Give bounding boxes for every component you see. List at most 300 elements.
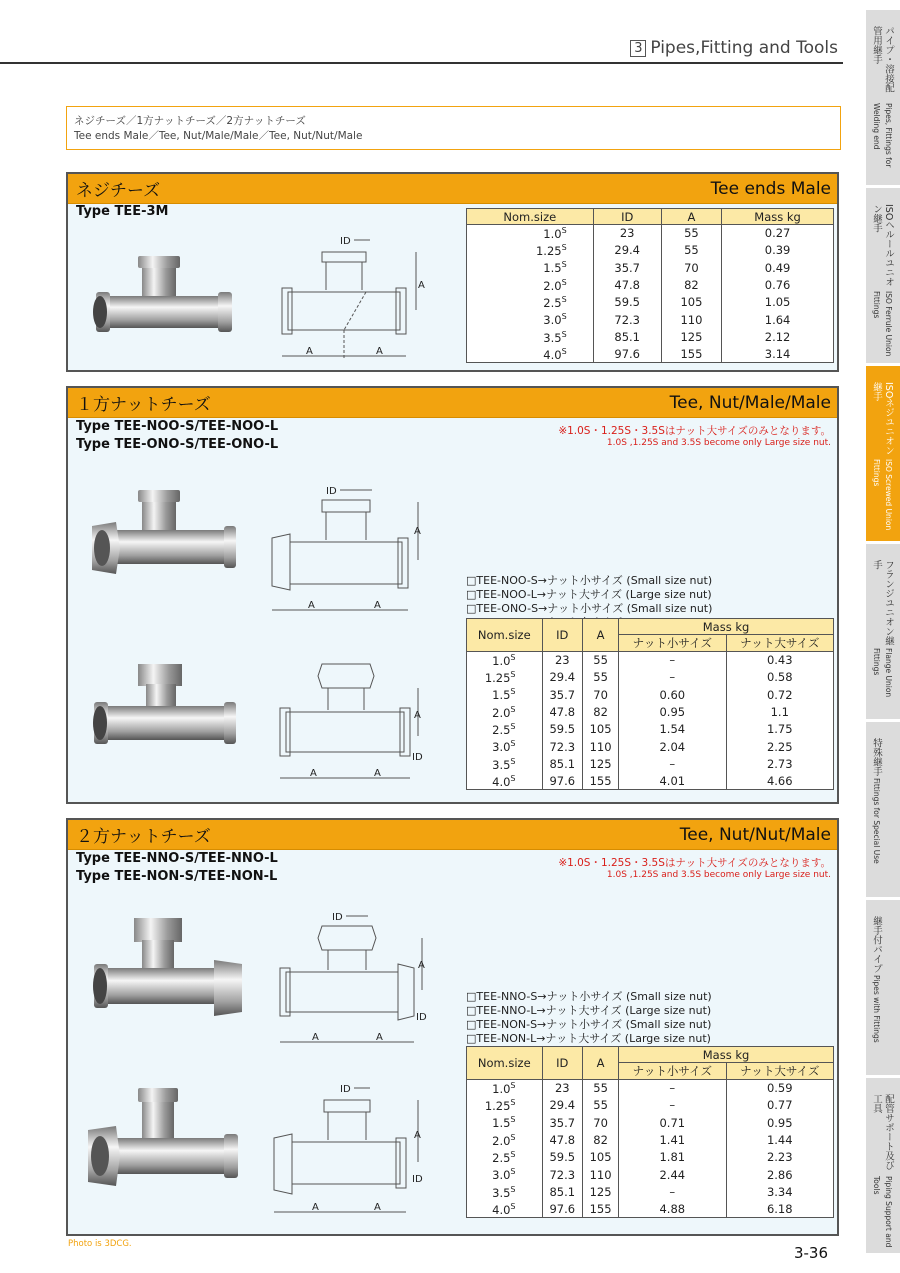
table-cell: 55 (583, 1097, 619, 1114)
cell-nom-size (467, 652, 543, 669)
table-row (467, 652, 834, 669)
table-cell: 1.1 (726, 703, 833, 720)
category-tab-en: Piping Support and Tools (872, 1175, 893, 1247)
table-cell: 35.7 (593, 259, 661, 276)
chapter-title-text: Pipes,Fitting and Tools (650, 38, 838, 58)
cell-nom-size (467, 1183, 543, 1200)
table-cell: 29.4 (542, 669, 583, 686)
type-label: Type TEE-NNO-S/TEE-NNO-L (76, 851, 278, 866)
dimension-drawing-tee-non (268, 1078, 428, 1228)
table-cell: 2.12 (722, 328, 834, 345)
cell-nom-size (467, 738, 543, 755)
nom-size-value: 1.5 (492, 688, 511, 703)
nom-size-suffix: S (510, 704, 516, 714)
col-id: ID (542, 619, 583, 652)
table-row (467, 686, 834, 703)
table-cell: – (619, 755, 726, 772)
table-cell: 1.05 (722, 294, 834, 311)
chapter-number: 3 (630, 40, 646, 57)
table-cell: 55 (583, 652, 619, 669)
section-tee-nut-male-male (66, 386, 839, 804)
section-title-en: Tee, Nut/Nut/Male (679, 824, 831, 845)
table-cell: 4.66 (726, 773, 833, 790)
footnote: Photo is 3DCG. (68, 1239, 132, 1249)
table-cell: 85.1 (542, 755, 583, 772)
nom-size-suffix: S (510, 1098, 516, 1108)
table-row (467, 669, 834, 686)
note-jp: ※1.0S・1.25S・3.5Sはナット大サイズのみとなります。 (558, 857, 831, 869)
product-photo-tee-non (86, 1082, 242, 1202)
table-cell: 2.73 (726, 755, 833, 772)
table-cell: 97.6 (593, 346, 661, 363)
type-label: Type TEE-NOO-S/TEE-NOO-L (76, 419, 279, 434)
page-number: 3-36 (793, 1244, 828, 1262)
table-row (467, 1131, 834, 1148)
cell-nom-size (467, 1097, 543, 1114)
cell-nom-size (467, 242, 594, 259)
category-tab-en: ISO Screwed Union Fittings (872, 459, 893, 531)
nom-size-value: 3.0 (492, 1168, 511, 1183)
breadcrumb-jp: ネジチーズ／1方ナットチーズ／2方ナットチーズ (74, 115, 306, 127)
dim-label-a-right: A (376, 346, 383, 357)
table-cell: – (619, 1097, 726, 1114)
table-cell: 29.4 (542, 1097, 583, 1114)
header-rule (0, 62, 843, 64)
table-row (467, 1080, 834, 1097)
table-cell: 23 (542, 652, 583, 669)
dim-label-id: ID (340, 1084, 351, 1095)
dim-label-a-left: A (312, 1202, 319, 1213)
col-nom-size: Nom.size (467, 209, 594, 225)
legend-item: □TEE-NNO-S→ナット小サイズ (Small size nut) (466, 990, 712, 1003)
dim-label-id: ID (412, 752, 423, 763)
category-tab-en: ISO Ferrule Union Fittings (872, 290, 893, 357)
dim-label-a: A (418, 960, 425, 971)
table-row (467, 294, 834, 311)
nom-size-suffix: S (510, 1167, 516, 1177)
table-cell: 4.01 (619, 773, 726, 790)
table-cell: 0.39 (722, 242, 834, 259)
dim-label-id-right: ID (412, 1174, 423, 1185)
product-photo-tee-3m (90, 250, 240, 342)
nom-size-suffix: S (510, 721, 516, 731)
cell-nom-size (467, 773, 543, 790)
category-tab[interactable] (866, 366, 900, 544)
section-title-jp: ネジチーズ (76, 181, 161, 201)
table-cell: 0.72 (726, 686, 833, 703)
col-nom-size: Nom.size (467, 1047, 543, 1080)
table-cell: 59.5 (542, 1149, 583, 1166)
table-cell: 85.1 (542, 1183, 583, 1200)
cell-nom-size (467, 1114, 543, 1131)
category-tab-en: Fittings for Special Use (872, 778, 881, 864)
table-row (467, 755, 834, 772)
nom-size-suffix: S (561, 243, 567, 253)
table-cell: 1.75 (726, 721, 833, 738)
table-cell: 110 (583, 1166, 619, 1183)
col-a: A (583, 1047, 619, 1080)
nom-size-suffix: S (561, 346, 567, 356)
cell-nom-size (467, 669, 543, 686)
chapter-title (630, 38, 838, 58)
table-cell: 59.5 (593, 294, 661, 311)
table-cell: – (619, 1183, 726, 1200)
category-tab-label (870, 204, 894, 363)
col-mass: Mass kg (619, 1047, 834, 1063)
category-tab[interactable] (866, 544, 900, 722)
legend-item: □TEE-NON-S→ナット小サイズ (Small size nut) (466, 1018, 712, 1031)
table-cell: 0.27 (722, 225, 834, 242)
nom-size-value: 2.0 (492, 705, 511, 720)
nom-size-suffix: S (510, 1149, 516, 1159)
nom-size-value: 2.0 (543, 278, 562, 293)
table-cell: 47.8 (542, 1131, 583, 1148)
nom-size-value: 2.5 (492, 722, 511, 737)
cell-nom-size (467, 1166, 543, 1183)
spec-table-tee-noo-ono (466, 618, 834, 790)
category-tabs (866, 10, 900, 1256)
table-cell: 0.58 (726, 669, 833, 686)
cell-nom-size (467, 1149, 543, 1166)
breadcrumb-en: Tee ends Male／Tee, Nut/Male/Male／Tee, Nut/Nut/Male (74, 130, 363, 142)
dim-label-a-right: A (374, 600, 381, 611)
col-a: A (583, 619, 619, 652)
table-row (467, 1183, 834, 1200)
cell-nom-size (467, 294, 594, 311)
product-photo-tee-ono (90, 656, 240, 756)
dim-label-a-right: A (376, 1032, 383, 1043)
table-cell: 105 (583, 1149, 619, 1166)
nom-size-value: 1.0 (543, 226, 562, 241)
cell-nom-size (467, 1131, 543, 1148)
table-cell: 155 (583, 1201, 619, 1218)
nom-size-suffix: S (561, 294, 567, 304)
category-tab-jp: ISOヘルールユニオン継手 (871, 204, 894, 287)
cell-nom-size (467, 346, 594, 363)
table-cell: 0.76 (722, 276, 834, 293)
table-cell: 35.7 (542, 1114, 583, 1131)
table-cell: 0.49 (722, 259, 834, 276)
col-mass-large-nut: ナット大サイズ (726, 635, 833, 652)
category-tab-en: Pipes with Fittings (872, 975, 881, 1043)
nom-size-value: 3.5 (543, 330, 562, 345)
table-cell: 47.8 (542, 703, 583, 720)
cell-nom-size (467, 686, 543, 703)
table-cell: 1.44 (726, 1131, 833, 1148)
section-header (68, 388, 837, 418)
table-cell: 2.25 (726, 738, 833, 755)
dim-label-a-right: A (374, 768, 381, 779)
col-a: A (661, 209, 721, 225)
col-id: ID (593, 209, 661, 225)
table-cell: 1.41 (619, 1131, 726, 1148)
table-cell: 72.3 (542, 738, 583, 755)
table-cell: 1.81 (619, 1149, 726, 1166)
table-cell: 4.88 (619, 1201, 726, 1218)
dimension-drawing-tee-noo (268, 480, 428, 620)
table-cell: – (619, 1080, 726, 1097)
dim-label-a: A (414, 526, 421, 537)
table-cell: 0.77 (726, 1097, 833, 1114)
dimension-drawing-tee-3m (274, 230, 424, 366)
dim-label-id: ID (332, 912, 343, 923)
nom-size-suffix: S (561, 277, 567, 287)
col-mass-large-nut: ナット大サイズ (726, 1063, 833, 1080)
category-tab-jp: 配管サポート及び工具 (871, 1094, 894, 1170)
breadcrumb (66, 106, 841, 150)
nom-size-value: 1.5 (543, 261, 562, 276)
table-cell: 110 (583, 738, 619, 755)
section-title-en: Tee, Nut/Male/Male (669, 392, 831, 413)
product-photo-tee-nno (90, 912, 246, 1032)
cell-nom-size (467, 703, 543, 720)
spec-table-tee-3m (466, 208, 834, 363)
nom-size-suffix: S (510, 1115, 516, 1125)
note-jp: ※1.0S・1.25S・3.5Sはナット大サイズのみとなります。 (558, 425, 831, 437)
col-nom-size: Nom.size (467, 619, 543, 652)
category-tab-jp: 特殊継手 (871, 738, 882, 776)
dim-label-a-left: A (312, 1032, 319, 1043)
table-cell: 2.23 (726, 1149, 833, 1166)
table-cell: 82 (583, 703, 619, 720)
table-cell: 3.34 (726, 1183, 833, 1200)
nom-size-suffix: S (561, 329, 567, 339)
note-en: 1.0S ,1.25S and 3.5S become only Large size nut. (606, 438, 831, 448)
dim-label-id: ID (340, 236, 351, 247)
table-cell: – (619, 652, 726, 669)
dim-label-a: A (414, 1130, 421, 1141)
table-cell: 72.3 (542, 1166, 583, 1183)
nom-size-suffix: S (510, 773, 516, 783)
category-tab[interactable] (866, 10, 900, 188)
category-tab-jp: ISOネジユニオン継手 (871, 382, 894, 456)
nom-size-value: 2.5 (492, 1150, 511, 1165)
nom-size-value: 4.0 (492, 1202, 511, 1217)
note-en: 1.0S ,1.25S and 3.5S become only Large size nut. (606, 870, 831, 880)
col-id: ID (542, 1047, 583, 1080)
table-row (467, 1097, 834, 1114)
table-row (467, 703, 834, 720)
category-tab-label (870, 738, 882, 864)
cell-nom-size (467, 225, 594, 242)
table-cell: 0.43 (726, 652, 833, 669)
spec-table-tee-nno-non (466, 1046, 834, 1218)
nom-size-value: 1.0 (492, 1081, 511, 1096)
table-cell: 2.44 (619, 1166, 726, 1183)
table-cell: 155 (661, 346, 721, 363)
table-cell: 6.18 (726, 1201, 833, 1218)
table-cell: 125 (583, 1183, 619, 1200)
dim-label-a: A (414, 710, 421, 721)
table-cell: 125 (661, 328, 721, 345)
dimension-drawing-tee-ono (268, 658, 428, 794)
legend-item: □TEE-ONO-S→ナット小サイズ (Small size nut) (466, 602, 713, 615)
legend-item: □TEE-NNO-L→ナット大サイズ (Large size nut) (466, 1004, 712, 1017)
cell-nom-size (467, 755, 543, 772)
cell-nom-size (467, 1080, 543, 1097)
cell-nom-size (467, 276, 594, 293)
dim-label-id: ID (326, 486, 337, 497)
table-cell: 55 (661, 225, 721, 242)
category-tab[interactable] (866, 1078, 900, 1256)
table-cell: 125 (583, 755, 619, 772)
table-row (467, 773, 834, 790)
table-cell: 1.64 (722, 311, 834, 328)
type-label: Type TEE-3M (76, 204, 169, 219)
nom-size-value: 3.0 (492, 740, 511, 755)
table-cell: 82 (661, 276, 721, 293)
table-cell: 55 (583, 1080, 619, 1097)
nom-size-suffix: S (561, 260, 567, 270)
nom-size-value: 4.0 (492, 774, 511, 789)
table-row (467, 1166, 834, 1183)
table-cell: 82 (583, 1131, 619, 1148)
table-cell: 0.60 (619, 686, 726, 703)
table-cell: 97.6 (542, 1201, 583, 1218)
table-row (467, 259, 834, 276)
section-header (68, 820, 837, 850)
nom-size-suffix: S (510, 1184, 516, 1194)
category-tab-jp: 継手付パイプ (871, 916, 882, 973)
table-cell: 3.14 (722, 346, 834, 363)
nom-size-suffix: S (561, 312, 567, 322)
category-tab-label (870, 26, 894, 185)
category-tab-label (870, 560, 894, 719)
nom-size-suffix: S (510, 739, 516, 749)
table-cell: – (619, 669, 726, 686)
nom-size-value: 2.0 (492, 1133, 511, 1148)
table-cell: 0.59 (726, 1080, 833, 1097)
table-cell: 72.3 (593, 311, 661, 328)
nom-size-suffix: S (510, 687, 516, 697)
dim-label-a-left: A (308, 600, 315, 611)
table-cell: 105 (583, 721, 619, 738)
section-header (68, 174, 837, 204)
table-row (467, 1114, 834, 1131)
table-cell: 97.6 (542, 773, 583, 790)
dim-label-a-left: A (306, 346, 313, 357)
nom-size-suffix: S (510, 756, 516, 766)
nom-size-value: 1.25 (484, 1098, 511, 1113)
nom-size-value: 4.0 (543, 347, 562, 362)
table-cell: 59.5 (542, 721, 583, 738)
nom-size-value: 1.5 (492, 1116, 511, 1131)
table-cell: 0.95 (726, 1114, 833, 1131)
table-cell: 47.8 (593, 276, 661, 293)
category-tab[interactable] (866, 900, 900, 1078)
table-row (467, 738, 834, 755)
category-tab-jp: フランジユニオン継手 (871, 560, 894, 646)
table-cell: 70 (583, 686, 619, 703)
nom-size-value: 3.0 (543, 313, 562, 328)
table-row (467, 328, 834, 345)
section-tee-ends-male (66, 172, 839, 372)
table-row (467, 1149, 834, 1166)
table-row (467, 242, 834, 259)
table-cell: 105 (661, 294, 721, 311)
nom-size-suffix: S (510, 1132, 516, 1142)
cell-nom-size (467, 1201, 543, 1218)
nom-size-value: 3.5 (492, 1185, 511, 1200)
table-row (467, 276, 834, 293)
col-mass-small-nut: ナット小サイズ (619, 1063, 726, 1080)
dim-label-id-right: ID (416, 1012, 427, 1023)
cell-nom-size (467, 328, 594, 345)
nom-size-suffix: S (510, 670, 516, 680)
dim-label-a: A (418, 280, 425, 291)
nut-size-legend (466, 990, 712, 1046)
legend-item: □TEE-NON-L→ナット大サイズ (Large size nut) (466, 1032, 711, 1045)
cell-nom-size (467, 311, 594, 328)
nom-size-value: 1.25 (484, 670, 511, 685)
col-mass-small-nut: ナット小サイズ (619, 635, 726, 652)
legend-item: □TEE-NOO-L→ナット大サイズ (Large size nut) (466, 588, 712, 601)
legend-item: □TEE-NOO-S→ナット小サイズ (Small size nut) (466, 574, 713, 587)
dim-label-a-right: A (374, 1202, 381, 1213)
nom-size-value: 2.5 (543, 295, 562, 310)
table-cell: 0.71 (619, 1114, 726, 1131)
category-tab[interactable] (866, 188, 900, 366)
table-cell: 23 (542, 1080, 583, 1097)
table-cell: 23 (593, 225, 661, 242)
category-tab-jp: パイプ・溶接配管用継手 (871, 26, 894, 93)
product-photo-tee-noo (90, 488, 240, 584)
nom-size-value: 3.5 (492, 757, 511, 772)
table-cell: 55 (583, 669, 619, 686)
table-cell: 110 (661, 311, 721, 328)
cell-nom-size (467, 259, 594, 276)
table-cell: 35.7 (542, 686, 583, 703)
nom-size-value: 1.0 (492, 653, 511, 668)
table-cell: 29.4 (593, 242, 661, 259)
type-label: Type TEE-NON-S/TEE-NON-L (76, 869, 278, 884)
table-row (467, 721, 834, 738)
section-title-jp: ２方ナットチーズ (76, 827, 211, 847)
table-cell: 0.95 (619, 703, 726, 720)
dim-label-a-left: A (310, 768, 317, 779)
cell-nom-size (467, 721, 543, 738)
table-cell: 1.54 (619, 721, 726, 738)
table-row (467, 346, 834, 363)
table-cell: 70 (661, 259, 721, 276)
section-title-jp: １方ナットチーズ (76, 395, 211, 415)
col-mass: Mass kg (722, 209, 834, 225)
nom-size-suffix: S (510, 652, 516, 662)
table-row (467, 225, 834, 242)
col-mass: Mass kg (619, 619, 834, 635)
dimension-drawing-tee-nno (268, 906, 428, 1056)
nom-size-suffix: S (561, 225, 567, 235)
category-tab-label (870, 916, 882, 1043)
nom-size-value: 1.25 (535, 243, 562, 258)
table-cell: 2.86 (726, 1166, 833, 1183)
table-row (467, 1201, 834, 1218)
category-tab[interactable] (866, 722, 900, 900)
nom-size-suffix: S (510, 1201, 516, 1211)
table-cell: 55 (661, 242, 721, 259)
table-cell: 70 (583, 1114, 619, 1131)
table-cell: 85.1 (593, 328, 661, 345)
category-tab-en: Pipes, Fittings for Welding end (872, 103, 893, 168)
section-tee-nut-nut-male (66, 818, 839, 1236)
nom-size-suffix: S (510, 1080, 516, 1090)
section-title-en: Tee ends Male (710, 178, 831, 199)
category-tab-label (870, 382, 894, 541)
table-cell: 2.04 (619, 738, 726, 755)
type-label: Type TEE-ONO-S/TEE-ONO-L (76, 437, 279, 452)
table-cell: 155 (583, 773, 619, 790)
category-tab-en: Flange Union Fittings (872, 647, 893, 697)
